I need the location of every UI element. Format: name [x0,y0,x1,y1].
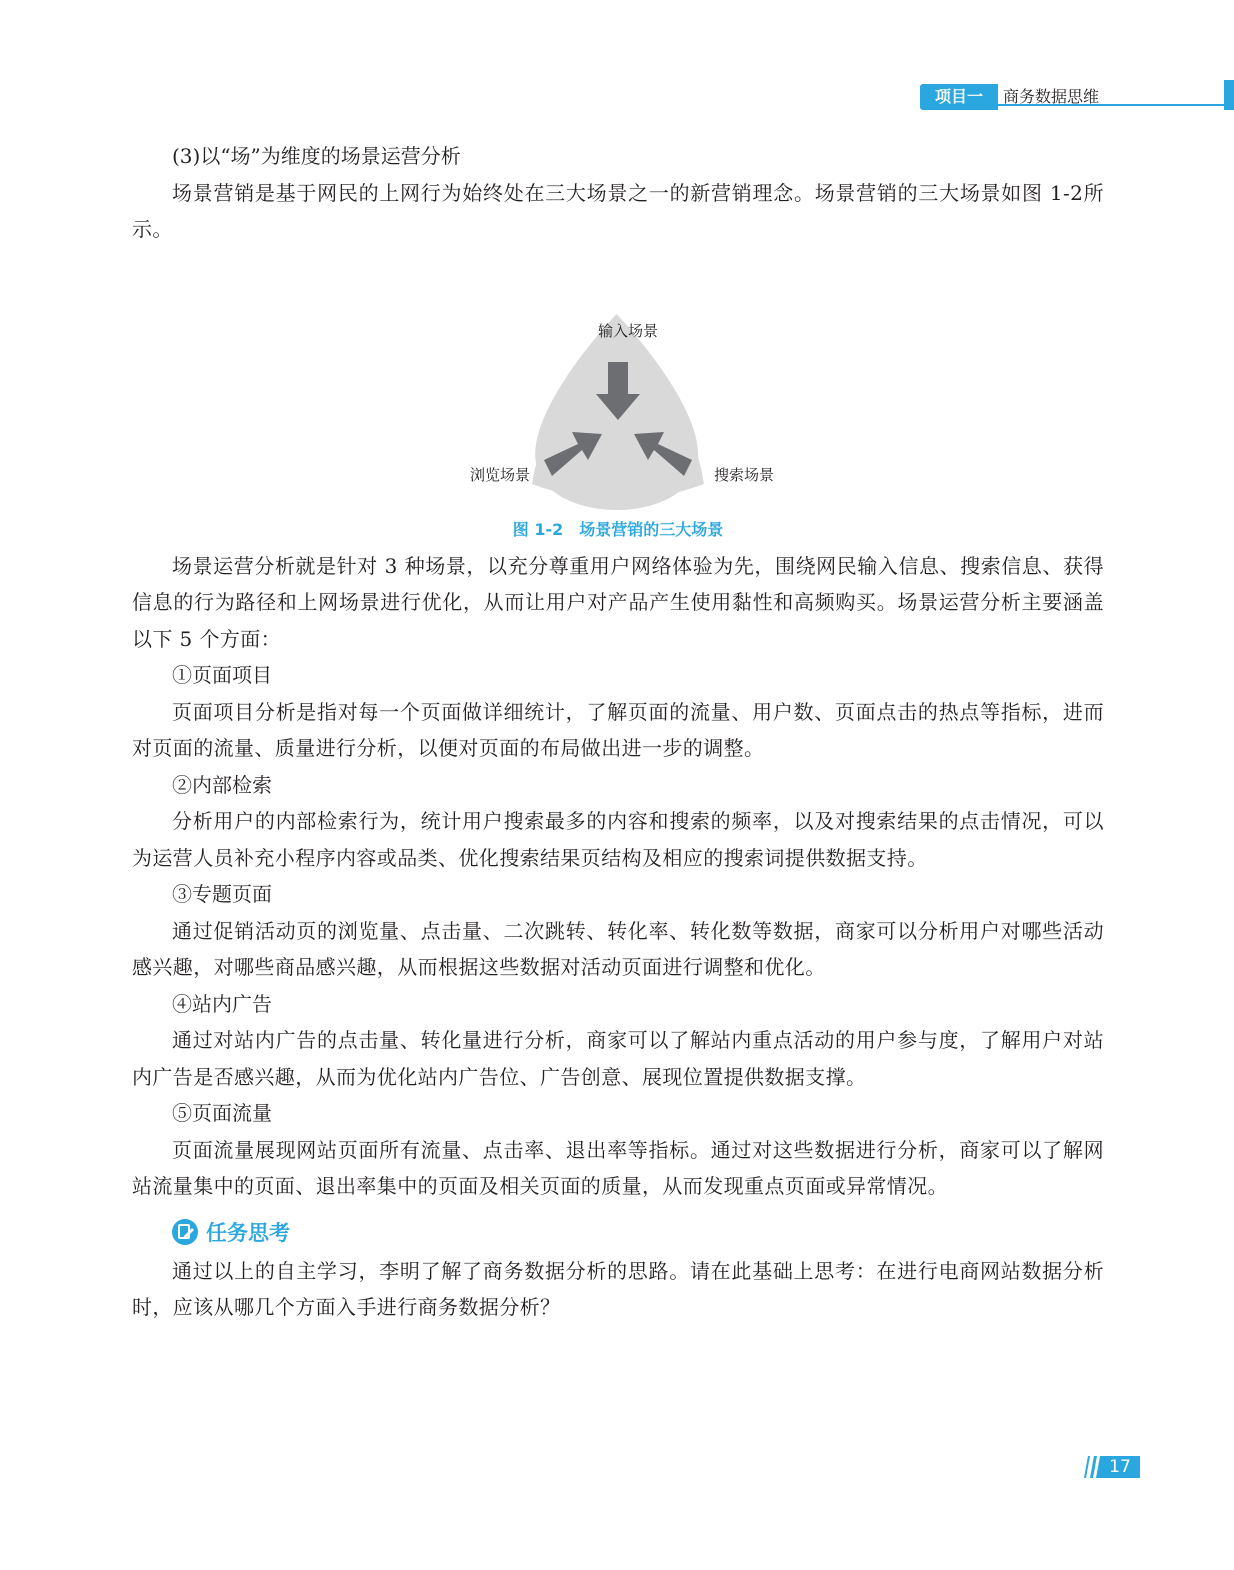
item-text-page-project: 页面项目分析是指对每一个页面做详细统计，了解页面的流量、用户数、页面点击的热点等指标，进而对页面的流量、质量进行分析，以便对页面的布局做出进一步的调整。 [132,699,1104,760]
page-number: 17 [1100,1456,1140,1478]
page-number-stripes [1082,1456,1102,1478]
label-input-scene: 输入场景 [598,321,659,340]
edit-note-icon [172,1219,198,1245]
item-text-page-traffic: 页面流量展现网站页面所有流量、点击率、退出率等指标。通过对这些数据进行分析，商家可以了解网站流量集中的页面、退出率集中的页面及相关页面的质量，从而发现重点页面或异常情况。 [132,1137,1104,1198]
label-search-scene: 搜索场景 [714,465,775,484]
item-text-site-ads: 通过对站内广告的点击量、转化量进行分析，商家可以了解站内重点活动的用户参与度，了解用户对站内广告是否感兴趣，从而为优化站内广告位、广告创意、展现位置提供数据支撑。 [132,1028,1104,1089]
intro-paragraph: 场景营销是基于网民的上网行为始终处在三大场景之一的新营销理念。场景营销的三大场景如图 1-2所示。 [132,180,1104,241]
page-content [132,138,1104,1326]
paragraph-scene-analysis: 场景运营分析就是针对 3 种场景，以充分尊重用户网络体验为先，围绕网民输入信息、搜索信息、获得信息的行为路径和上网场景进行优化，从而让用户对产品产生使用黏性和高频购买。场景运营分析主要涵盖以下 5 个方面： [132,553,1104,651]
item-heading-internal-search: ②内部检索 [172,772,272,797]
item-heading-page-traffic: ⑤页面流量 [172,1101,272,1125]
item-text-topic-page: 通过促销活动页的浏览量、点击量、二次跳转、转化率、转化数等数据，商家可以分析用户对哪些活动感兴趣，对哪些商品感兴趣，从而根据这些数据对活动页面进行调整和优化。 [132,918,1104,979]
label-browse-scene: 浏览场景 [470,465,531,484]
header-project-tag: 项目一 [920,84,998,110]
item-heading-page-project: ①页面项目 [172,663,272,687]
task-thinking-text: 通过以上的自主学习，李明了解了商务数据分析的思路。请在此基础上思考：在进行电商网站数据分析时，应该从哪几个方面入手进行商务数据分析？ [132,1258,1104,1319]
header-title: 商务数据思维 [1003,87,1100,106]
task-thinking-title: 任务思考 [206,1220,290,1245]
item-heading-site-ads: ④站内广告 [172,991,272,1016]
figure-caption: 图 1-2 场景营销的三大场景 [512,519,724,539]
section-heading: (3)以“场”为维度的场景运营分析 [172,144,461,168]
header-edge-bar [1224,80,1234,110]
item-heading-topic-page: ③专题页面 [172,882,272,906]
scene-diagram-graphic [132,254,1104,520]
item-text-internal-search: 分析用户的内部检索行为，统计用户搜索最多的内容和搜索的频率，以及对搜索结果的点击情况，可以为运营人员补充小程序内容或品类、优化搜索结果页结构及相应的搜索词提供数据支持。 [132,809,1104,870]
task-thinking-header [172,1215,1104,1249]
scene-diagram [132,254,1104,520]
